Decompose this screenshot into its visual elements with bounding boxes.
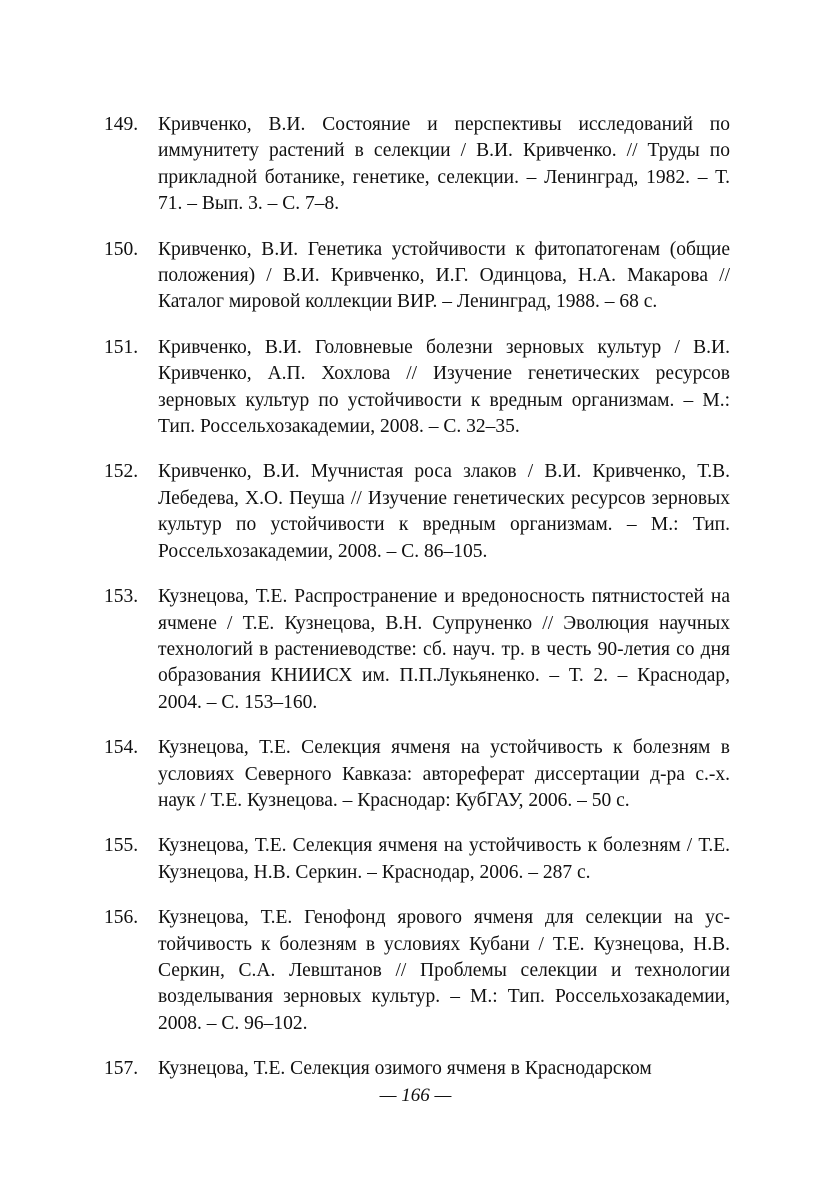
reference-item <box>104 335 730 441</box>
reference-text: Кузнецова, Т.Е. Селекция озимого ячменя в Краснодарском <box>158 1058 652 1080</box>
reference-number: 150. <box>104 238 139 260</box>
reference-item <box>104 112 730 218</box>
reference-item <box>104 1056 730 1082</box>
reference-item <box>104 237 730 316</box>
reference-number: 154. <box>104 737 139 759</box>
reference-number: 157. <box>104 1058 139 1080</box>
reference-text: Кузнецова, Т.Е. Селекция ячменя на устойчивость к болезням / Т.Е. Кузнецова, Н.В. Серкин. – Краснодар, 2006. – 287 с. <box>158 835 730 883</box>
reference-text: Кузнецова, Т.Е. Селекция ячменя на устойчивость к болезням в условиях Северного Кавказа: автореферат диссертации д-ра с.-х. наук / Т.Е. Кузнецова. – Краснодар: КубГАУ, 2006. – 50 с. <box>158 737 730 811</box>
reference-item <box>104 584 730 716</box>
reference-number: 152. <box>104 461 139 483</box>
reference-number: 155. <box>104 835 139 857</box>
reference-item <box>104 735 730 814</box>
reference-list <box>104 112 730 1083</box>
reference-item <box>104 905 730 1037</box>
reference-item <box>104 833 730 886</box>
reference-text: Кривченко, В.И. Состояние и перспективы исследований по иммунитету растений в селекции / В.И. Кривченко. // Труды по прикладной ботанике, генетике, селекции. – Ленинград, 1982. – Т. 71. – Вып. 3. – С. 7–8. <box>158 114 730 215</box>
reference-number: 156. <box>104 907 139 929</box>
reference-number: 153. <box>104 586 139 608</box>
reference-text: Кузнецова, Т.Е. Генофонд ярового ячменя для селекции на устойчивость к болезням в условиях Кубани / Т.Е. Кузнецова, Н.В. Серкин, С.А. Левштанов // Проблемы селекции и технологии возделывания зерновых культур. – М.: Тип. Россельхозакадемии, 2008. – С. 96–102. <box>158 907 730 1034</box>
reference-text: Кривченко, В.И. Генетика устойчивости к фитопатогенам (общие положения) / В.И. Кривченко, И.Г. Одинцова, Н.А. Макарова // Каталог мировой коллекции ВИР. – Ленинград, 1988. – 68 с. <box>158 238 730 313</box>
reference-text: Кривченко, В.И. Мучнистая роса злаков / В.И. Кривченко, Т.В. Лебедева, Х.О. Пеуша // Изучение генетических ресурсов зерновых культур по устойчивости к вредным организмам. – М.: Тип. Россельхозакадемии, 2008. – С. 86–105. <box>158 461 730 562</box>
reference-text: Кузнецова, Т.Е. Распространение и вредоносность пятнистостей на ячмене / Т.Е. Кузнецова, В.Н. Супруненко // Эволюция научных технологий в растениеводстве: сб. науч. тр. в честь 90-летия со дня образования КНИИСХ им. П.П.Лукьяненко. – Т. 2. – Краснодар, 2004. – С. 153–160. <box>158 586 730 713</box>
reference-number: 151. <box>104 336 139 358</box>
reference-item <box>104 459 730 565</box>
reference-number: 149. <box>104 114 139 135</box>
reference-text: Кривченко, В.И. Головневые болезни зерновых культур / В.И. Кривченко, А.П. Хохлова // Изучение генетических ресурсов зерновых культур по устойчивости к вредным организмам. – М.: Тип. Россельхозакадемии, 2008. – С. 32–35. <box>158 336 730 438</box>
page-number: — 166 — <box>379 1085 452 1106</box>
